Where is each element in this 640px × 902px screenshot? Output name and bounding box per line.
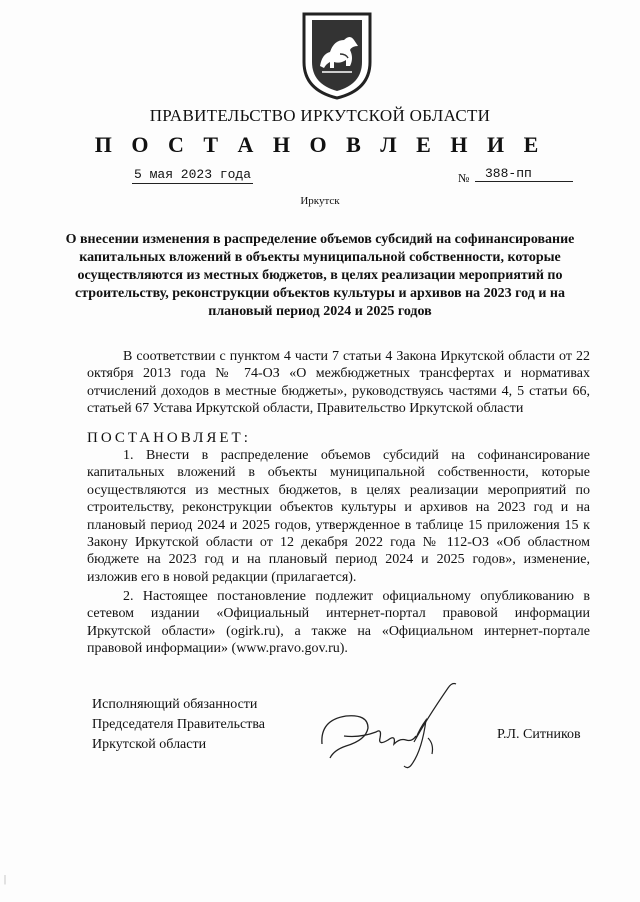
document-date: 5 мая 2023 года	[134, 167, 252, 182]
signatory-position	[92, 695, 265, 755]
position-line: Председателя Правительства	[92, 717, 266, 732]
document-number: 388-пп	[475, 166, 573, 182]
signatory-name: Р.Л. Ситников	[497, 727, 581, 742]
position-line: Иркутской области	[92, 737, 207, 752]
item-2-paragraph: 2. Настоящее постановление подлежит официальному опубликованию в сетевом издании «Официальный интернет-портал правовой информации Иркутской области» (ogirk.ru), а также на «Официальном интернет-портале правовой информации» (www.pravo.gov.ru).	[87, 589, 590, 657]
number-sign: №	[458, 171, 470, 185]
government-name: ПРАВИТЕЛЬСТВО ИРКУТСКОЙ ОБЛАСТИ	[149, 106, 491, 125]
margin-mark: |	[4, 874, 7, 885]
document-title: О внесении изменения в распределение объемов субсидий на софинансирование капитальных вложений в объекты муниципальной собственности, которые осуществляются из местных бюджетов, в целях реализации мероприятий по строительству, реконструкции объектов культуры и архивов на 2023 год и на плановый период 2024 и 2025 годов	[65, 232, 575, 319]
irkutsk-coat-of-arms-icon	[300, 10, 374, 100]
preamble-paragraph: В соответствии с пунктом 4 части 7 статьи 4 Закона Иркутской области от 22 октября 2013 года № 74-ОЗ «О межбюджетных трансфертах и нормативах отчислений доходов в местные бюджеты», руководствуясь частями 4, 5 статьи 66, статьей 67 Устава Иркутской области, Правительство Иркутской области	[87, 349, 590, 417]
document-type: П О С Т А Н О В Л Е Н И Е	[94, 132, 546, 157]
decides-heading: ПОСТАНОВЛЯЕТ:	[87, 430, 251, 446]
item-1-paragraph: 1. Внести в распределение объемов субсидий на софинансирование капитальных вложений в объекты муниципальной собственности, которые осуществляются из местных бюджетов, в целях реализации мероприятий по строительству, реконструкции объектов культуры и архивов на 2023 год и на плановый период 2024 и 2025 годов, утвержденное в таблице 15 приложения 15 к Закону Иркутской области от 12 декабря 2022 года № 112-ОЗ «Об областном бюджете на 2023 год и на плановый период 2024 и 2025 годов», изменение, изложив его в новой редакции (прилагается).	[87, 448, 590, 585]
document-city: Иркутск	[300, 195, 340, 207]
handwritten-signature	[316, 680, 474, 772]
position-line: Исполняющий обязанности	[92, 697, 258, 712]
